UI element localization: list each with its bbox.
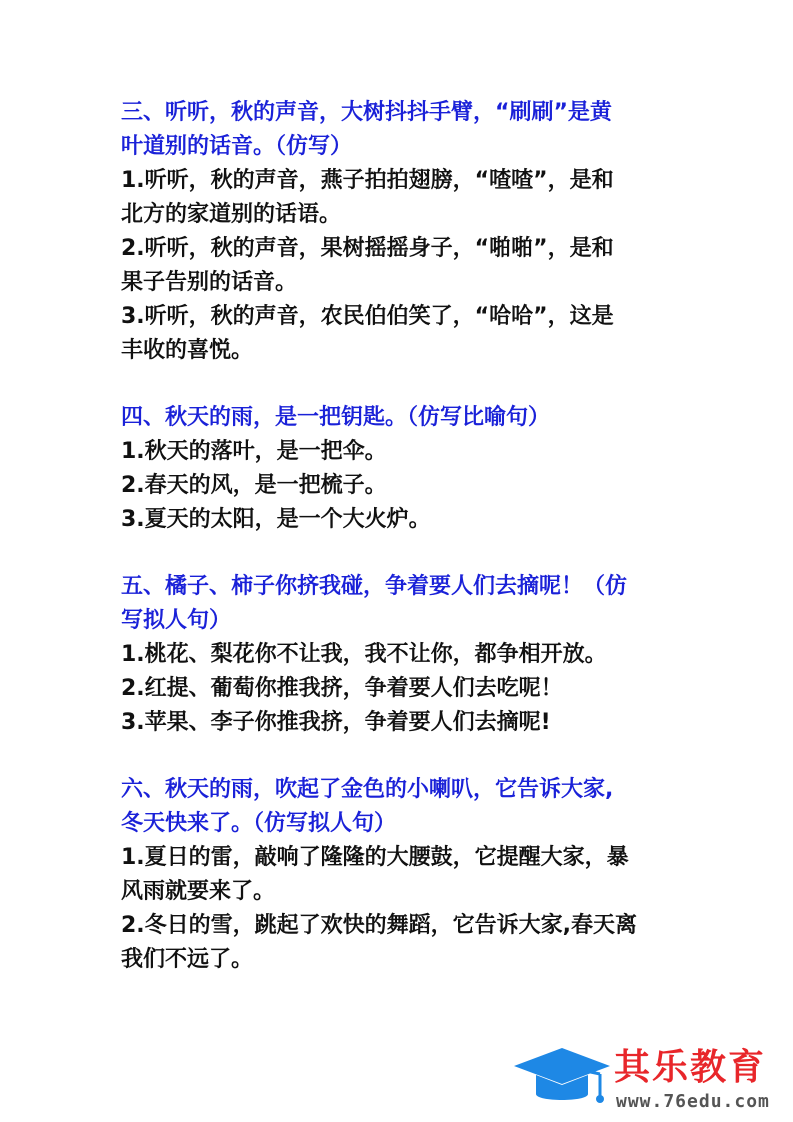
section-5 [121,570,681,740]
answer-line: 2.听听，秋的声音，果树摇摇身子，“啪啪”，是和 [121,236,614,261]
answer-line: 3.听听，秋的声音，农民伯伯笑了，“哈哈”，这是 [121,304,614,329]
answer-line: 2.红提、葡萄你推我挤，争着要人们去吃呢！ [121,676,563,701]
worksheet-content [121,96,681,1010]
section-heading-line: 叶道别的话音。（仿写） [121,134,353,159]
brand-logo[interactable] [512,1044,782,1114]
answer-line: 1.夏日的雷，敲响了隆隆的大腰鼓，它提醒大家，暴 [121,845,629,870]
answer-line: 我们不远了。 [121,947,254,972]
answer-line: 1.秋天的落叶，是一把伞。 [121,439,387,464]
section-heading-line: 五、橘子、柿子你挤我碰，争着要人们去摘呢！（仿 [121,574,628,599]
answer-line: 果子告别的话音。 [121,270,298,295]
section-heading-line: 冬天快来了。（仿写拟人句） [121,811,397,836]
answer-line: 3.夏天的太阳，是一个大火炉。 [121,507,431,532]
section-6 [121,773,681,977]
answer-line: 3.苹果、李子你推我挤，争着要人们去摘呢! [121,710,551,735]
section-3 [121,96,681,368]
section-heading-line: 写拟人句） [121,608,232,633]
brand-url[interactable]: www.76edu.com [616,1091,770,1112]
section-heading-line: 三、听听，秋的声音，大树抖抖手臂，“刷刷”是黄 [121,100,612,125]
answer-line: 2.春天的风，是一把梳子。 [121,473,387,498]
answer-line: 风雨就要来了。 [121,879,276,904]
answer-line: 北方的家道别的话语。 [121,202,342,227]
answer-line: 2.冬日的雪，跳起了欢快的舞蹈，它告诉大家,春天离 [121,913,638,938]
section-heading-line: 四、秋天的雨，是一把钥匙。（仿写比喻句） [121,405,551,430]
answer-line: 1.听听，秋的声音，燕子拍拍翅膀，“喳喳”，是和 [121,168,614,193]
brand-name: 其乐教育 [614,1047,767,1088]
section-heading-line: 六、秋天的雨，吹起了金色的小喇叭，它告诉大家, [121,777,614,802]
graduation-cap-icon [512,1044,612,1110]
answer-line: 1.桃花、梨花你不让我，我不让你，都争相开放。 [121,642,607,667]
section-4 [121,401,681,537]
answer-line: 丰收的喜悦。 [121,338,254,363]
